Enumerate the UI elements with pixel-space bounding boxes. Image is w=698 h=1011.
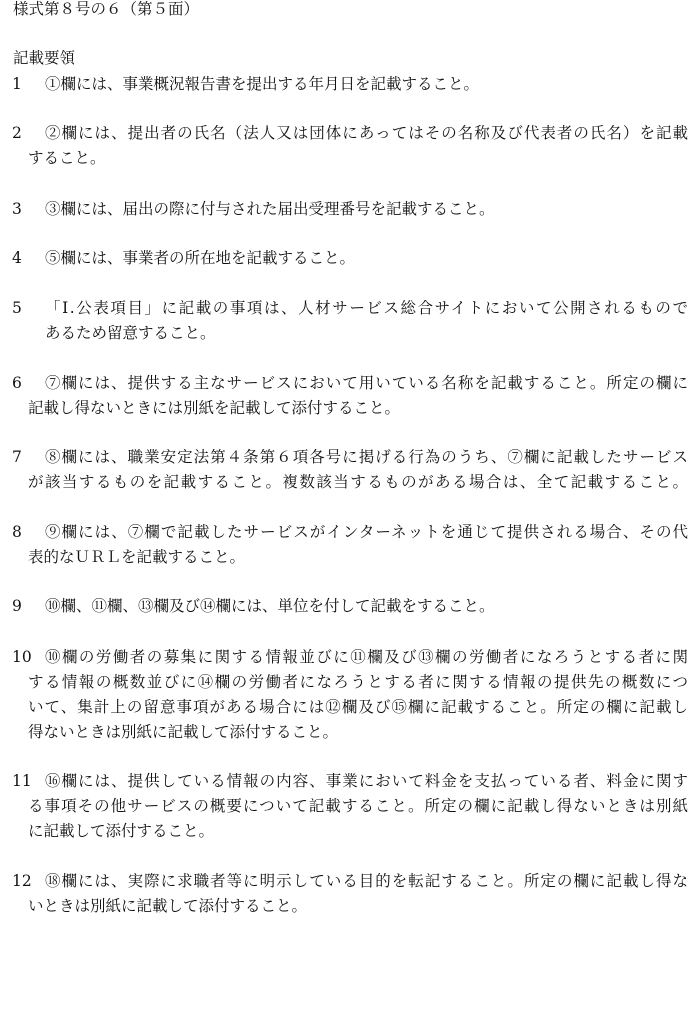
instruction-item-9 xyxy=(12,594,688,619)
item-number: 12 xyxy=(12,872,32,890)
instruction-item-12 xyxy=(12,869,688,919)
item-text-line: ③欄には、届出の際に付与された届出受理番号を記載すること。 xyxy=(45,200,495,218)
item-number: 6 xyxy=(12,374,22,392)
item-text-line: が該当するものを記載すること。複数該当するものがある場合は、全て記載すること。 xyxy=(28,473,688,491)
instruction-item-7 xyxy=(12,445,688,495)
item-number: 5 xyxy=(12,299,22,317)
item-number: 4 xyxy=(12,249,22,267)
item-text-line: 「Ⅰ.公表項目」に記載の事項は、人材サービス総合サイトにおいて公開されるもので xyxy=(45,299,688,317)
item-text-line: すること。 xyxy=(28,149,106,167)
item-text-line: あるため留意すること。 xyxy=(45,324,216,342)
item-text-line: 表的なＵＲＬを記載すること。 xyxy=(28,548,246,566)
instruction-item-10 xyxy=(12,645,688,745)
item-number: 8 xyxy=(12,523,22,541)
item-text-line: ⑱欄には、実際に求職者等に明示している目的を転記すること。所定の欄に記載し得な xyxy=(45,872,688,890)
item-text-line: ⑦欄には、提供する主なサービスにおいて用いている名称を記載すること。所定の欄に xyxy=(45,374,688,392)
item-text-line: ⑤欄には、事業者の所在地を記載すること。 xyxy=(45,249,356,267)
section-heading: 記載要領 xyxy=(13,49,76,67)
item-text-line: ①欄には、事業概況報告書を提出する年月日を記載すること。 xyxy=(45,75,480,93)
item-number: 3 xyxy=(12,200,22,218)
instruction-item-5 xyxy=(12,296,688,346)
instruction-item-4 xyxy=(12,246,688,271)
item-number: 1 xyxy=(12,75,22,93)
form-title: 様式第８号の６（第５面） xyxy=(13,0,200,18)
instruction-item-1 xyxy=(12,72,688,97)
instruction-item-2 xyxy=(12,121,688,171)
instruction-item-8 xyxy=(12,520,688,570)
item-text-line: 得ないときは別紙に記載して添付すること。 xyxy=(28,723,339,741)
instruction-item-11 xyxy=(12,769,688,844)
item-text-line: いときは別紙に記載して添付すること。 xyxy=(28,897,308,915)
item-text-line: 記載し得ないときには別紙を記載して添付すること。 xyxy=(28,399,401,417)
item-text-line: に記載して添付すること。 xyxy=(28,822,215,840)
item-number: 9 xyxy=(12,597,22,615)
item-text-line: ⑧欄には、職業安定法第４条第６項各号に掲げる行為のうち、⑦欄に記載したサービス xyxy=(45,448,688,466)
item-text-line: ⑩欄の労働者の募集に関する情報並びに⑪欄及び⑬欄の労働者になろうとする者に関 xyxy=(45,648,688,666)
item-text-line: する情報の概数並びに⑭欄の労働者になろうとする者に関する情報の提供先の概数につ xyxy=(28,673,688,691)
item-text-line: いて、集計上の留意事項がある場合には⑫欄及び⑮欄に記載すること。所定の欄に記載し xyxy=(28,698,688,716)
item-number: 2 xyxy=(12,124,22,142)
item-number: 7 xyxy=(12,448,22,466)
item-text-line: ②欄には、提出者の氏名（法人又は団体にあってはその名称及び代表者の氏名）を記載 xyxy=(45,124,688,142)
item-number: 11 xyxy=(12,772,32,790)
instruction-item-3 xyxy=(12,197,688,222)
item-text-line: ⑯欄には、提供している情報の内容、事業において料金を支払っている者、料金に関す xyxy=(45,772,688,790)
item-number: 10 xyxy=(12,648,32,666)
item-text-line: ⑨欄には、⑦欄で記載したサービスがインターネットを通じて提供される場合、その代 xyxy=(45,523,688,541)
instruction-item-6 xyxy=(12,371,688,421)
item-text-line: ⑩欄、⑪欄、⑬欄及び⑭欄には、単位を付して記載をすること。 xyxy=(45,597,495,615)
item-text-line: る事項その他サービスの概要について記載すること。所定の欄に記載し得ないときは別紙 xyxy=(28,797,688,815)
